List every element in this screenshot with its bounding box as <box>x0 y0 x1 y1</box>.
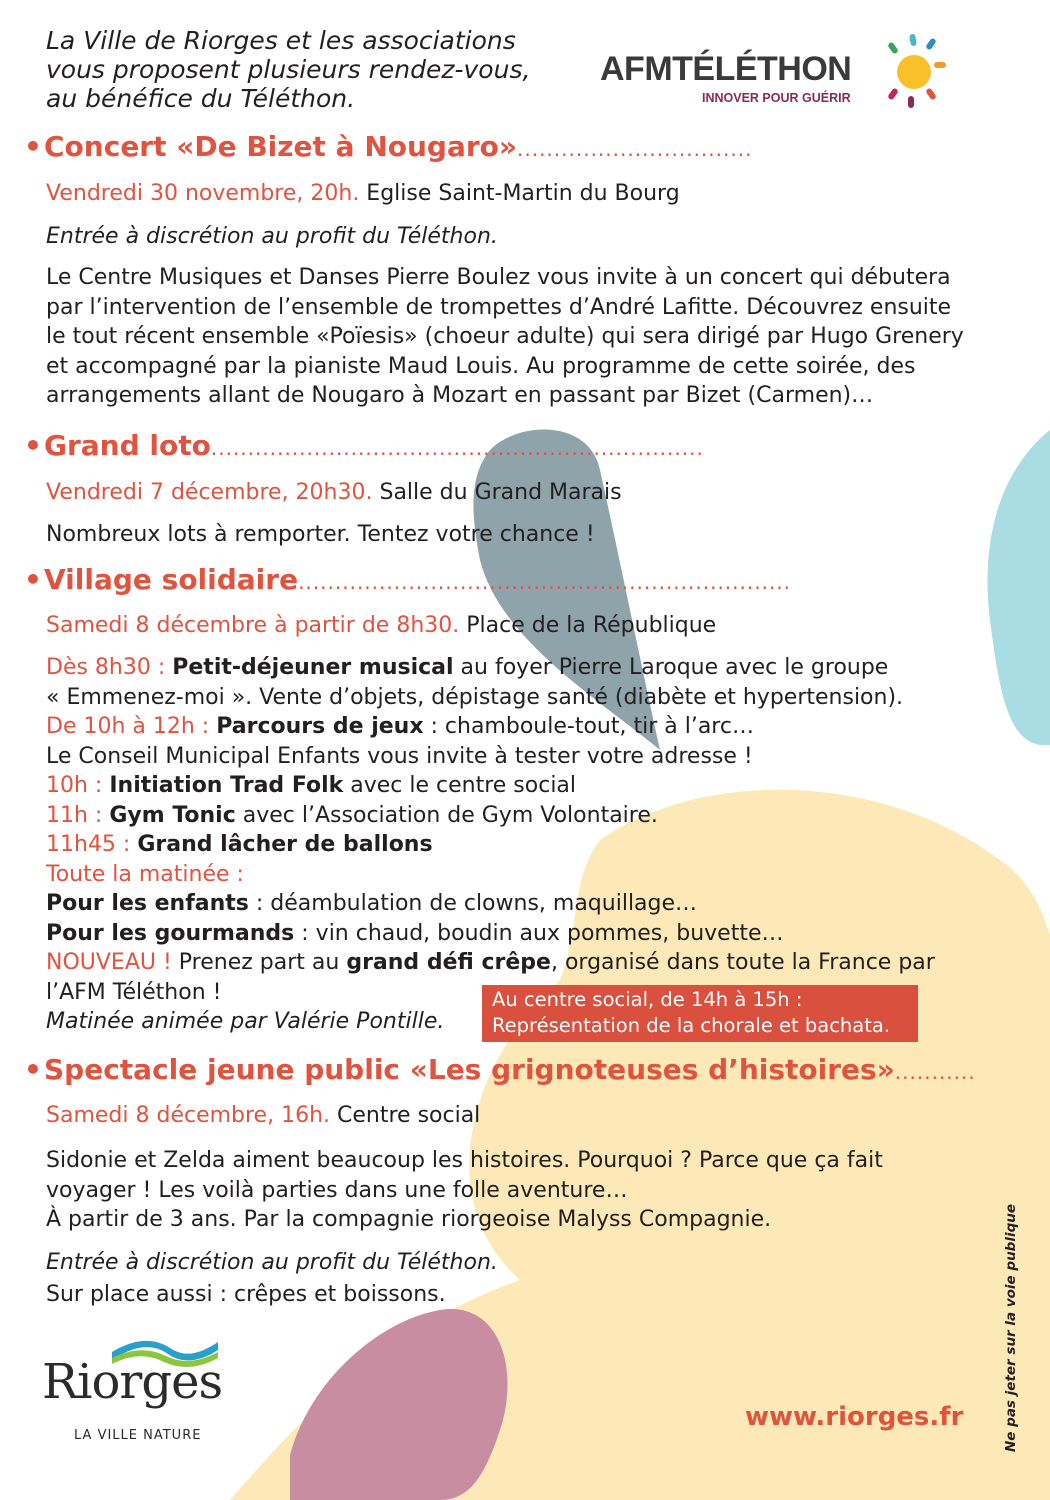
loto-title: Grand loto <box>44 429 211 462</box>
riorges-logo-name: Riorges <box>42 1354 223 1410</box>
section-heading-concert: •Concert «De Bizet à Nougaro»................................ <box>24 130 753 163</box>
show-desc-line: À partir de 3 ans. Par la compagnie riorgeoise Malyss Compagnie. <box>46 1207 772 1232</box>
concert-title: Concert «De Bizet à Nougaro» <box>44 130 517 163</box>
concert-desc-line: Le Centre Musiques et Danses Pierre Boulez vous invite à un concert qui débutera <box>46 265 951 290</box>
loto-when-where <box>46 478 622 507</box>
show-when-where <box>46 1101 480 1130</box>
concert-place: Eglise Saint-Martin du Bourg <box>359 181 680 206</box>
show-title: Spectacle jeune public «Les grignoteuses d’histoires» <box>44 1053 895 1086</box>
section-heading-village: •Village solidaire................................................................... <box>24 563 792 596</box>
program-line: De 10h à 12h : Parcours de jeux : chamboule-tout, tir à l’arc… <box>46 714 754 739</box>
concert-when-where <box>46 179 680 208</box>
show-entry: Entrée à discrétion au profit du Téléthon. <box>46 1250 498 1275</box>
riorges-logo <box>40 1336 260 1456</box>
program-line: 10h : Initiation Trad Folk avec le centre social <box>46 773 577 798</box>
program-line: 11h : Gym Tonic avec l’Association de Gym Volontaire. <box>46 802 658 828</box>
program-line: NOUVEAU ! Prenez part au grand défi crêpe, organisé dans toute la France par <box>46 950 935 975</box>
concert-desc-line: par l’intervention de l’ensemble de trompettes d’André Lafitte. Découvrez ensuite <box>46 294 952 320</box>
program-line: « Emmenez-moi ». Vente d’objets, dépistage santé (diabète et hypertension). <box>46 684 904 710</box>
section-heading-loto: •Grand loto................................................................... <box>24 429 704 462</box>
village-date: Samedi 8 décembre à partir de 8h30. <box>46 613 460 638</box>
show-desc-line: voyager ! Les voilà parties dans une folle aventure… <box>46 1177 628 1203</box>
village-program <box>46 653 935 1037</box>
afm-logo-text: AFMTÉLÉTHON <box>600 50 852 88</box>
program-line: Le Conseil Municipal Enfants vous invite à tester votre adresse ! <box>46 743 753 769</box>
intro-line-3: au bénéfice du Téléthon. <box>46 84 356 113</box>
callout-line-2: Représentation de la chorale et bachata. <box>492 1014 891 1037</box>
loto-description: Nombreux lots à remporter. Tentez votre chance ! <box>46 522 595 547</box>
intro-line-2: vous proposent plusieurs rendez-vous, <box>46 55 531 84</box>
loto-date: Vendredi 7 décembre, 20h30. <box>46 480 373 505</box>
callout-line-1: Au centre social, de 14h à 15h : <box>492 988 803 1011</box>
vertical-note: Ne pas jeter sur la voie publique <box>1003 1203 1019 1452</box>
program-line: l’AFM Téléthon ! <box>46 979 222 1005</box>
show-place: Centre social <box>330 1103 481 1128</box>
village-place: Place de la République <box>459 613 717 638</box>
chorale-callout-box <box>482 985 918 1042</box>
website-link[interactable]: www.riorges.fr <box>745 1402 964 1432</box>
concert-entry: Entrée à discrétion au profit du Téléthon. <box>46 224 498 249</box>
intro-text <box>46 26 530 113</box>
program-line: Pour les enfants : déambulation de clowns, maquillage… <box>46 891 698 916</box>
concert-desc-line: arrangements allant de Nougaro à Mozart en passant par Bizet (Carmen)… <box>46 383 874 408</box>
village-when-where <box>46 611 716 640</box>
afm-logo-tagline: INNOVER POUR GUÉRIR <box>702 91 851 105</box>
concert-date: Vendredi 30 novembre, 20h. <box>46 181 360 206</box>
show-date: Samedi 8 décembre, 16h. <box>46 1103 331 1128</box>
show-extra: Sur place aussi : crêpes et boissons. <box>46 1282 446 1307</box>
show-desc-line: Sidonie et Zelda aiment beaucoup les histoires. Pourquoi ? Parce que ça fait <box>46 1148 883 1173</box>
sun-icon <box>884 28 946 110</box>
program-line: Pour les gourmands : vin chaud, boudin aux pommes, buvette… <box>46 920 784 946</box>
concert-desc-line: et accompagné par la pianiste Maud Louis. Au programme de cette soirée, des <box>46 353 916 379</box>
intro-line-1: La Ville de Riorges et les associations <box>46 26 516 55</box>
program-line: Matinée animée par Valérie Pontille. <box>46 1009 445 1034</box>
concert-description <box>46 263 964 411</box>
show-description <box>46 1146 883 1235</box>
village-title: Village solidaire <box>44 563 299 596</box>
loto-place: Salle du Grand Marais <box>372 480 622 505</box>
concert-desc-line: le tout récent ensemble «Poïesis» (choeur adulte) qui sera dirigé par Hugo Grenery <box>46 324 964 349</box>
program-line: Toute la matinée : <box>46 861 244 887</box>
program-line: Dès 8h30 : Petit-déjeuner musical au foyer Pierre Laroque avec le groupe <box>46 655 889 680</box>
afm-telethon-logo <box>600 28 945 114</box>
program-line: 11h45 : Grand lâcher de ballons <box>46 832 433 857</box>
section-heading-show: •Spectacle jeune public «Les grignoteuses d’histoires»........... <box>24 1053 976 1086</box>
riorges-logo-tagline: LA VILLE NATURE <box>74 1428 202 1443</box>
